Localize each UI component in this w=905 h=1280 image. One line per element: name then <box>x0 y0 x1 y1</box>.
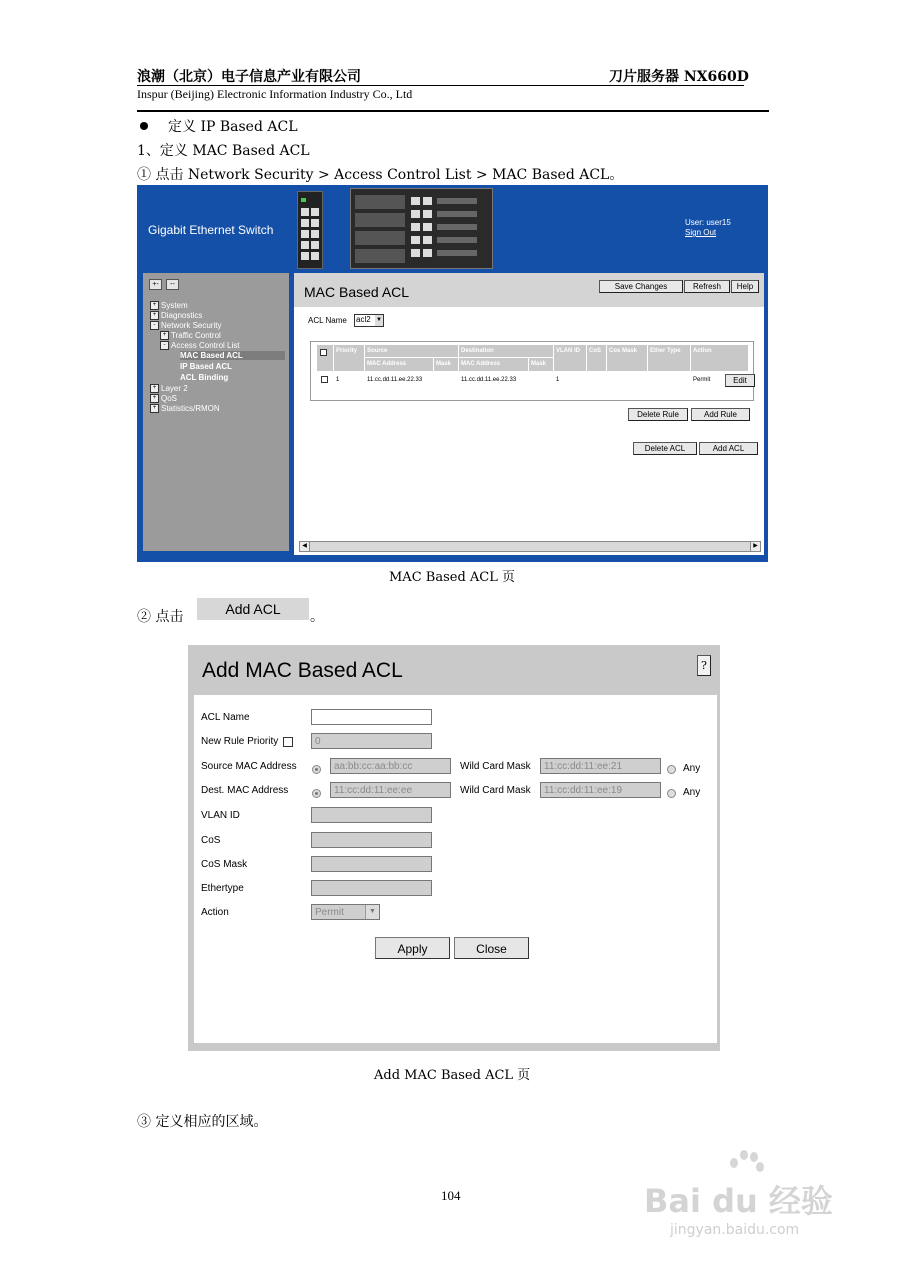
col-source: Source <box>365 345 458 357</box>
sign-out-link[interactable]: Sign Out <box>685 228 717 237</box>
step-2-prefix: ② 点击 <box>137 609 184 625</box>
acl-rules-table <box>310 341 754 401</box>
nav-item-statistics[interactable]: + Statistics/RMON <box>150 404 220 413</box>
collapse-all-button[interactable]: -- <box>166 279 179 290</box>
dest-mac-label: Dest. MAC Address <box>201 785 289 796</box>
source-any-radio[interactable] <box>667 765 676 774</box>
screenshot-add-mac-based-acl <box>188 645 720 1051</box>
help-button[interactable]: ? <box>697 655 711 676</box>
nav-item-mac-based-acl[interactable]: MAC Based ACL <box>180 351 285 360</box>
refresh-button[interactable]: Refresh <box>684 280 730 293</box>
scroll-right-icon[interactable]: ▶ <box>750 542 760 551</box>
new-rule-priority-label: New Rule Priority <box>201 736 279 747</box>
source-mac-label: Source MAC Address <box>201 761 297 772</box>
help-button[interactable]: Help <box>731 280 759 293</box>
col-action: Action <box>691 345 748 371</box>
row-source-mac: 11.cc.dd.11.ee.22.33 <box>367 377 423 383</box>
section-title: 1、定义 MAC Based ACL <box>137 143 310 159</box>
expand-icon: + <box>150 311 159 320</box>
col-destination: Destination <box>459 345 553 357</box>
apply-button[interactable]: Apply <box>375 937 450 959</box>
save-changes-button[interactable]: Save Changes <box>599 280 683 293</box>
header-rule <box>137 85 744 86</box>
bullet-icon <box>140 122 148 130</box>
step-2-suffix: 。 <box>310 609 324 625</box>
col-cos-mask: Cos Mask <box>607 345 647 371</box>
vlan-id-input[interactable] <box>311 807 432 823</box>
acl-name-input[interactable] <box>311 709 432 725</box>
nav-item-system[interactable]: + System <box>150 301 188 310</box>
source-any-label: Any <box>683 763 701 774</box>
row-vlan: 1 <box>556 377 560 383</box>
cos-mask-input[interactable] <box>311 856 432 872</box>
col-priority: Priority <box>334 345 364 371</box>
source-wildcard-label: Wild Card Mask <box>460 761 531 772</box>
col-dest-mask: Mask <box>529 358 553 371</box>
expand-icon: + <box>150 394 159 403</box>
col-cos: CoS <box>587 345 606 371</box>
caption-1: MAC Based ACL 页 <box>389 570 516 585</box>
header-rule-2 <box>137 110 769 112</box>
app-brand: Gigabit Ethernet Switch <box>148 223 274 237</box>
dest-any-label: Any <box>683 787 701 798</box>
select-all-header <box>317 345 333 371</box>
add-rule-button[interactable]: Add Rule <box>691 408 750 421</box>
screenshot-mac-based-acl <box>137 185 768 562</box>
baidu-watermark <box>640 1142 856 1250</box>
action-select[interactable] <box>311 904 380 920</box>
caption-2: Add MAC Based ACL 页 <box>374 1068 531 1083</box>
cos-input[interactable] <box>311 832 432 848</box>
step-1: ① 点击 Network Security > Access Control List > MAC Based ACL。 <box>137 167 624 183</box>
nav-tree <box>143 273 289 551</box>
header-product: 刀片服务器 NX660D <box>609 69 749 85</box>
acl-name-label: ACL Name <box>308 316 347 325</box>
ethertype-input[interactable] <box>311 880 432 896</box>
dialog-form <box>194 695 717 1043</box>
row-checkbox[interactable] <box>321 376 328 383</box>
delete-rule-button[interactable]: Delete Rule <box>628 408 688 421</box>
cos-label: CoS <box>201 835 221 846</box>
scroll-left-icon[interactable]: ◀ <box>300 542 310 551</box>
horizontal-scrollbar[interactable] <box>299 541 761 552</box>
watermark-brand: Bai du 经验 <box>644 1182 833 1220</box>
acl-name-value: acl2 <box>356 315 371 324</box>
chevron-down-icon: ▼ <box>375 315 383 326</box>
header-company-cn: 浪潮（北京）电子信息产业有限公司 <box>137 69 361 85</box>
source-wildcard-input[interactable]: 11:cc:dd:11:ee:21 <box>540 758 661 774</box>
add-acl-button[interactable]: Add ACL <box>699 442 758 455</box>
priority-input[interactable]: 0 <box>311 733 432 749</box>
expand-icon: + <box>150 301 159 310</box>
nav-item-acl-binding[interactable]: ACL Binding <box>180 373 229 382</box>
expand-icon: + <box>150 384 159 393</box>
nav-item-qos[interactable]: + QoS <box>150 394 177 403</box>
blade-chassis-image <box>350 188 493 269</box>
source-mac-radio[interactable] <box>312 765 321 774</box>
nav-item-ip-based-acl[interactable]: IP Based ACL <box>180 362 233 371</box>
nav-item-access-control-list[interactable]: - Access Control List <box>160 341 239 350</box>
col-vlan-id: VLAN ID <box>554 345 586 371</box>
action-value: Permit <box>315 907 344 918</box>
select-all-checkbox[interactable] <box>320 349 327 356</box>
expand-icon: + <box>150 404 159 413</box>
add-acl-button-image: Add ACL <box>197 598 309 620</box>
row-priority: 1 <box>336 377 340 383</box>
user-label: User: user15 <box>685 218 731 227</box>
switch-device-image <box>297 191 323 269</box>
page-title: MAC Based ACL <box>304 284 410 300</box>
close-button[interactable]: Close <box>454 937 529 959</box>
nav-item-layer2[interactable]: + Layer 2 <box>150 384 188 393</box>
acl-name-select[interactable] <box>354 314 384 327</box>
expand-icon: + <box>160 331 169 340</box>
row-dest-mac: 11.cc.dd.11.ee.22.33 <box>461 377 517 383</box>
dest-mac-input[interactable]: 11:cc:dd:11:ee:ee <box>330 782 451 798</box>
col-source-mask: Mask <box>434 358 458 371</box>
nav-item-network-security[interactable]: - Network Security <box>150 321 221 330</box>
chevron-down-icon: ▼ <box>365 905 379 919</box>
step-3: ③ 定义相应的区域。 <box>137 1114 268 1130</box>
content-pane <box>294 273 764 555</box>
collapse-icon: - <box>150 321 159 330</box>
expand-all-button[interactable]: +- <box>149 279 162 290</box>
vlan-id-label: VLAN ID <box>201 810 240 821</box>
nav-item-traffic-control[interactable]: + Traffic Control <box>160 331 221 340</box>
action-label: Action <box>201 907 229 918</box>
row-action: Permit <box>693 377 711 383</box>
dest-mac-radio[interactable] <box>312 789 321 798</box>
page-number: 104 <box>441 1188 461 1203</box>
dialog-title: Add MAC Based ACL <box>202 659 403 682</box>
watermark-url: jingyan.baidu.com <box>670 1222 800 1238</box>
source-mac-input[interactable]: aa:bb:cc:aa:bb:cc <box>330 758 451 774</box>
edit-button[interactable]: Edit <box>725 374 755 387</box>
dest-wildcard-label: Wild Card Mask <box>460 785 531 796</box>
dest-any-radio[interactable] <box>667 789 676 798</box>
col-ether-type: Ether Type <box>648 345 690 371</box>
new-rule-priority-checkbox[interactable] <box>283 737 293 747</box>
bullet-item: 定义 IP Based ACL <box>137 116 298 136</box>
nav-item-diagnostics[interactable]: + Diagnostics <box>150 311 202 320</box>
user-info <box>685 218 731 238</box>
col-source-mac: MAC Address <box>365 358 433 371</box>
ethertype-label: Ethertype <box>201 883 244 894</box>
collapse-icon: - <box>160 341 169 350</box>
header-company-en: Inspur (Beijing) Electronic Information Industry Co., Ltd <box>137 87 413 101</box>
dest-wildcard-input[interactable]: 11:cc:dd:11:ee:19 <box>540 782 661 798</box>
cos-mask-label: CoS Mask <box>201 859 248 870</box>
acl-name-label: ACL Name <box>201 712 250 723</box>
delete-acl-button[interactable]: Delete ACL <box>633 442 697 455</box>
col-dest-mac: MAC Address <box>459 358 528 371</box>
